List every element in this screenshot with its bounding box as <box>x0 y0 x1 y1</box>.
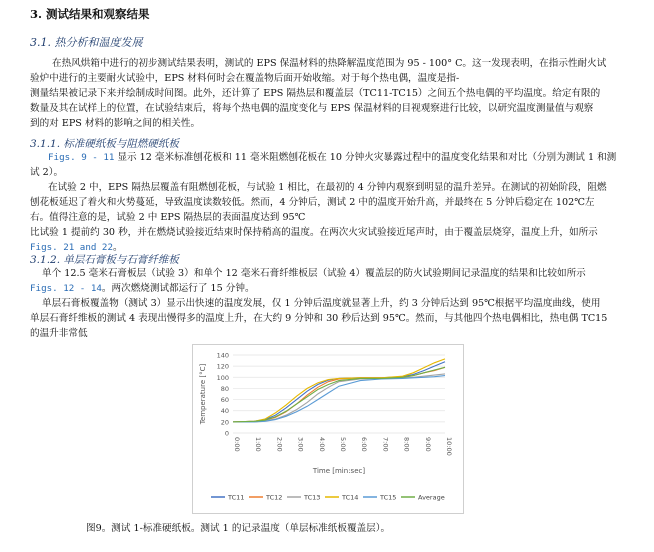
text-fragment: 。两次燃烧测试都运行了 15 分钟。 <box>101 283 255 294</box>
x-tick-label: 4:00 <box>317 437 326 452</box>
series-line-tc14 <box>233 359 445 422</box>
subsection-heading-3-1-1: 3.1.1. 标准硬纸板与阻燃硬纸板 <box>30 138 179 150</box>
text-line: 到的对 EPS 材料的影响之间的相关性。 <box>30 118 201 129</box>
series-line-tc11 <box>233 362 445 422</box>
paragraph-3-1-2 <box>30 266 626 341</box>
legend-label: TC13 <box>304 493 321 502</box>
text-line: 验炉中进行的主要耐火试验中，EPS 材料何时会在覆盖物后面开始收缩。对于每个热电偶，温度是指- <box>30 73 460 84</box>
text-line: 的温升非常低 <box>30 328 88 339</box>
temperature-chart <box>193 345 463 513</box>
subsection-heading-3-1: 3.1. 热分析和温度发展 <box>30 36 143 49</box>
x-tick-label: 0:00 <box>233 437 241 452</box>
y-tick-label: 100 <box>216 373 229 382</box>
text-line <box>30 281 626 296</box>
text-fragment: 。 <box>112 242 123 253</box>
text-line: 比试验 1 提前约 30 秒，并在燃烧试验接近结束时保持稍高的温度。在两次火灾试验接近尾声时，由于覆盖层烧穿，温度上升，如所示 <box>30 227 598 238</box>
text-line: 刨花板延迟了着火和火势蔓延，导致温度读数较低。然而，4 分钟后，测试 2 中的温度开始升高，并最终在 5 分钟后稳定在 102℃左 <box>30 197 595 208</box>
x-tick-label: 9:00 <box>423 437 432 452</box>
legend-label: TC12 <box>266 493 283 502</box>
x-tick-label: 1:00 <box>254 437 263 452</box>
legend-label: Average <box>418 493 445 502</box>
text-line: 数量及其在试样上的位置，在试验结束后，将每个热电偶的温度变化与 EPS 保温材料的目视观察进行比较，以研究温度测量值与观察 <box>30 103 594 114</box>
series-line-tc15 <box>233 376 445 422</box>
text-line: 右。值得注意的是，试验 2 中 EPS 隔热层的表面温度达到 95℃ <box>30 212 306 223</box>
x-tick-label: 5:00 <box>339 437 347 452</box>
x-tick-label: 8:00 <box>402 437 411 452</box>
text-line <box>30 150 626 165</box>
y-tick-label: 60 <box>220 396 229 405</box>
figure-caption: 图9。测试 1-标准硬纸板。测试 1 的记录温度（单层标准纸板覆盖层）。 <box>86 523 391 534</box>
text-line: 单层石膏纤维板的测试 4 表现出慢得多的温度上升，在大约 9 分钟和 30 秒后达到 95℃。然而，与其他四个热电偶相比，热电偶 TC15 <box>30 313 608 324</box>
x-tick-label: 2:00 <box>275 437 284 452</box>
x-tick-label: 6:00 <box>360 437 369 452</box>
figure-ref-link[interactable]: Figs. 12 - 14 <box>30 283 102 294</box>
text-line: 在热风烘箱中进行的初步测试结果表明，测试的 EPS 保温材料的热降解温度范围为 95 - 100° C。这一发现表明，在指示性耐火试 <box>52 58 607 69</box>
x-tick-label: 10:00 <box>445 437 453 456</box>
y-tick-label: 120 <box>216 362 229 371</box>
y-tick-label: 40 <box>220 407 229 416</box>
text-line: 单个 12.5 毫米石膏板层（试验 3）和单个 12 毫米石膏纤维板层（试验 4）覆盖层的防火试验期间记录温度的结果和比较如所示 <box>42 268 586 279</box>
figure-chart <box>192 344 464 514</box>
text-fragment: 显示 12 毫米标准刨花板和 11 毫米阻燃刨花板在 10 分钟火灾暴露过程中的温度变化结果和对比（分别为测试 1 和测 <box>114 152 617 163</box>
subsection-heading-3-1-2: 3.1.2. 单层石膏板与石膏纤维板 <box>30 254 179 266</box>
y-tick-label: 140 <box>216 351 229 360</box>
paragraph-3-1 <box>30 56 626 131</box>
text-line: 在试验 2 中，EPS 隔热层覆盖有阻燃刨花板，与试验 1 相比，在最初的 4 分钟内观察到明显的温升差异。在测试的初始阶段，阻燃 <box>48 182 607 193</box>
text-line: 单层石膏板覆盖物（测试 3）显示出快速的温度发展，仅 1 分钟后温度就显著上升，约 3 分钟后达到 95℃根据平均温度曲线，使用 <box>42 298 601 309</box>
y-tick-label: 20 <box>220 418 229 427</box>
figure-ref-link[interactable]: Figs. 21 and 22 <box>30 242 113 253</box>
y-tick-label: 0 <box>224 429 229 438</box>
section-heading: 3. 测试结果和观察结果 <box>30 7 150 21</box>
series-line-average <box>233 367 445 422</box>
legend-label: TC14 <box>342 493 359 502</box>
text-line: 试 2）。 <box>30 167 64 178</box>
figure-ref-link[interactable]: Figs. 9 - 11 <box>48 152 115 163</box>
legend-label: TC15 <box>380 493 397 502</box>
x-axis-label: Time [min:sec] <box>312 467 366 475</box>
x-tick-label: 7:00 <box>381 437 390 452</box>
y-axis-label: Temperature [°C] <box>199 363 207 425</box>
legend-label: TC11 <box>228 493 245 502</box>
paragraph-3-1-1 <box>30 150 626 255</box>
x-tick-label: 3:00 <box>296 437 305 452</box>
y-tick-label: 80 <box>220 384 229 393</box>
text-line: 测量结果被记录下来并绘制成时间图。此外，还计算了 EPS 隔热层和覆盖层（TC11-TC15）之间五个热电偶的平均温度。给定有限的 <box>30 88 601 99</box>
